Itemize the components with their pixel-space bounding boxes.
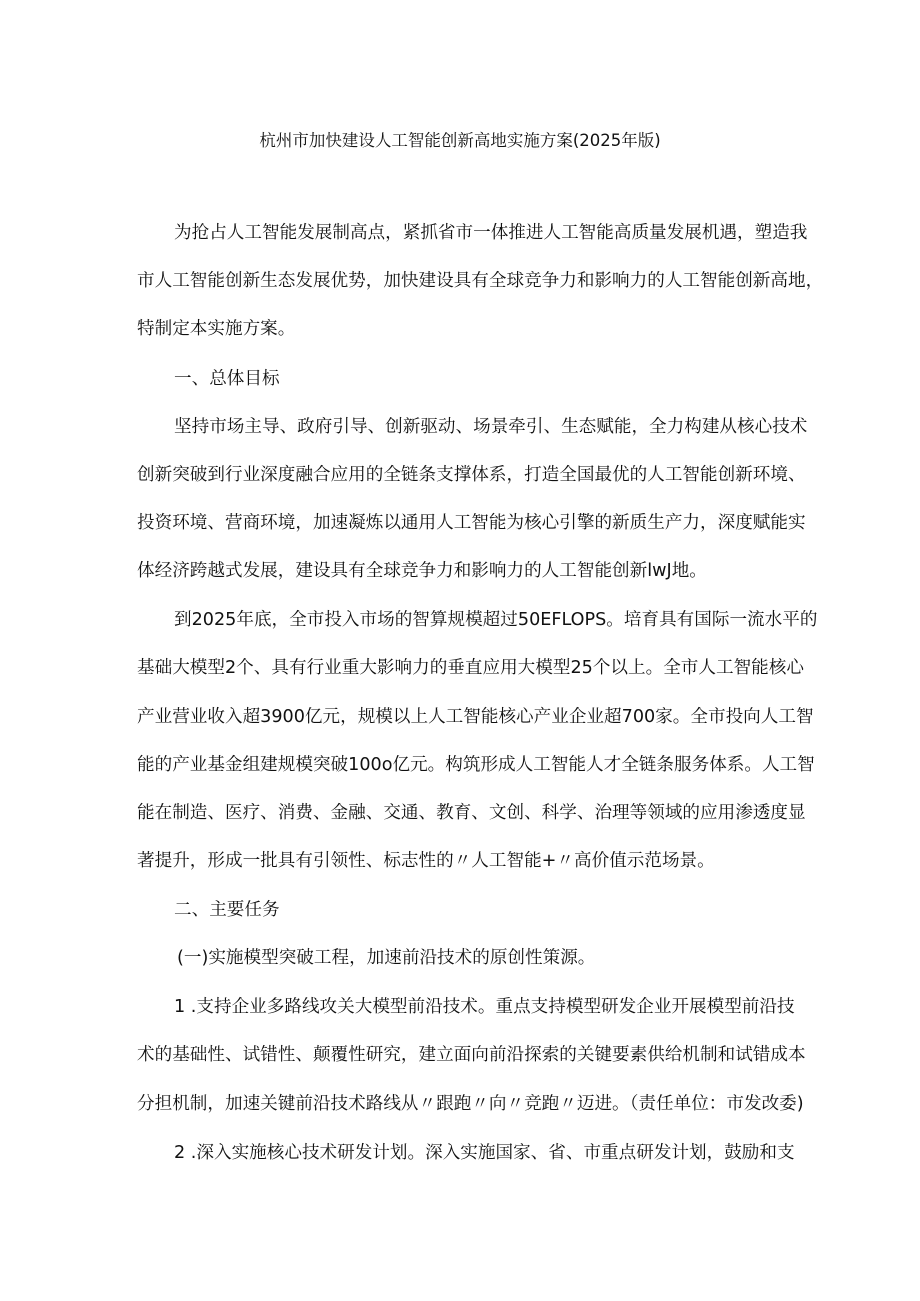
section-heading: 一、总体目标 bbox=[174, 369, 280, 389]
paragraph-line: 特制定本实施方案。 bbox=[137, 319, 296, 339]
paragraph-line: 体经济跨越式发展，建设具有全球竞争力和影响力的人工智能创新lwJ地。 bbox=[137, 561, 707, 581]
paragraph-line: 为抢占人工智能发展制高点，紧抓省市一体推进人工智能高质量发展机遇，塑造我 bbox=[174, 223, 808, 243]
paragraph-line: 产业营业收入超3900亿元，规模以上人工智能核心产业企业超700家。全市投向人工智 bbox=[137, 707, 814, 727]
paragraph-line: 能的产业基金组建规模突破100o亿元。构筑形成人工智能人才全链条服务体系。人工智 bbox=[137, 755, 815, 775]
section-heading: 二、主要任务 bbox=[174, 900, 280, 920]
paragraph-line: 市人工智能创新生态发展优势，加快建设具有全球竞争力和影响力的人工智能创新高地， bbox=[137, 271, 824, 291]
paragraph-line: 坚持市场主导、政府引导、创新驱动、场景牵引、生态赋能，全力构建从核心技术 bbox=[174, 417, 808, 437]
document-title: 杭州市加快建设人工智能创新高地实施方案(2025年版) bbox=[259, 131, 661, 150]
paragraph-line: 投资环境、营商环境，加速凝炼以通用人工智能为核心引擎的新质生产力，深度赋能实 bbox=[137, 513, 806, 533]
paragraph-line: 著提升，形成一批具有引领性、标志性的〃人工智能+〃高价值示范场景。 bbox=[137, 851, 715, 871]
paragraph-line: 能在制造、医疗、消费、金融、交通、教育、文创、科学、治理等领域的应用渗透度显 bbox=[137, 803, 806, 823]
paragraph-line: 基础大模型2个、具有行业重大影响力的垂直应用大模型25个以上。全市人工智能核心 bbox=[137, 658, 804, 678]
paragraph-line: 分担机制，加速关键前沿技术路线从〃跟跑〃向〃竞跑〃迈进。（责任单位：市发改委) bbox=[137, 1094, 804, 1114]
subsection-heading: (一)实施模型突破工程，加速前沿技术的原创性策源。 bbox=[177, 948, 596, 968]
paragraph-line: 创新突破到行业深度融合应用的全链条支撑体系，打造全国最优的人工智能创新环境、 bbox=[137, 465, 806, 485]
paragraph-line: 术的基础性、试错性、颠覆性研究，建立面向前沿探索的关键要素供给机制和试错成本 bbox=[137, 1045, 806, 1065]
paragraph-line: 到2025年底，全市投入市场的智算规模超过50EFLOPS。培育具有国际一流水平的 bbox=[174, 610, 818, 630]
paragraph-line: 2 .深入实施核心技术研发计划。深入实施国家、省、市重点研发计划，鼓励和支 bbox=[174, 1143, 795, 1163]
paragraph-line: 1 .支持企业多路线攻关大模型前沿技术。重点支持模型研发企业开展模型前沿技 bbox=[174, 997, 795, 1017]
